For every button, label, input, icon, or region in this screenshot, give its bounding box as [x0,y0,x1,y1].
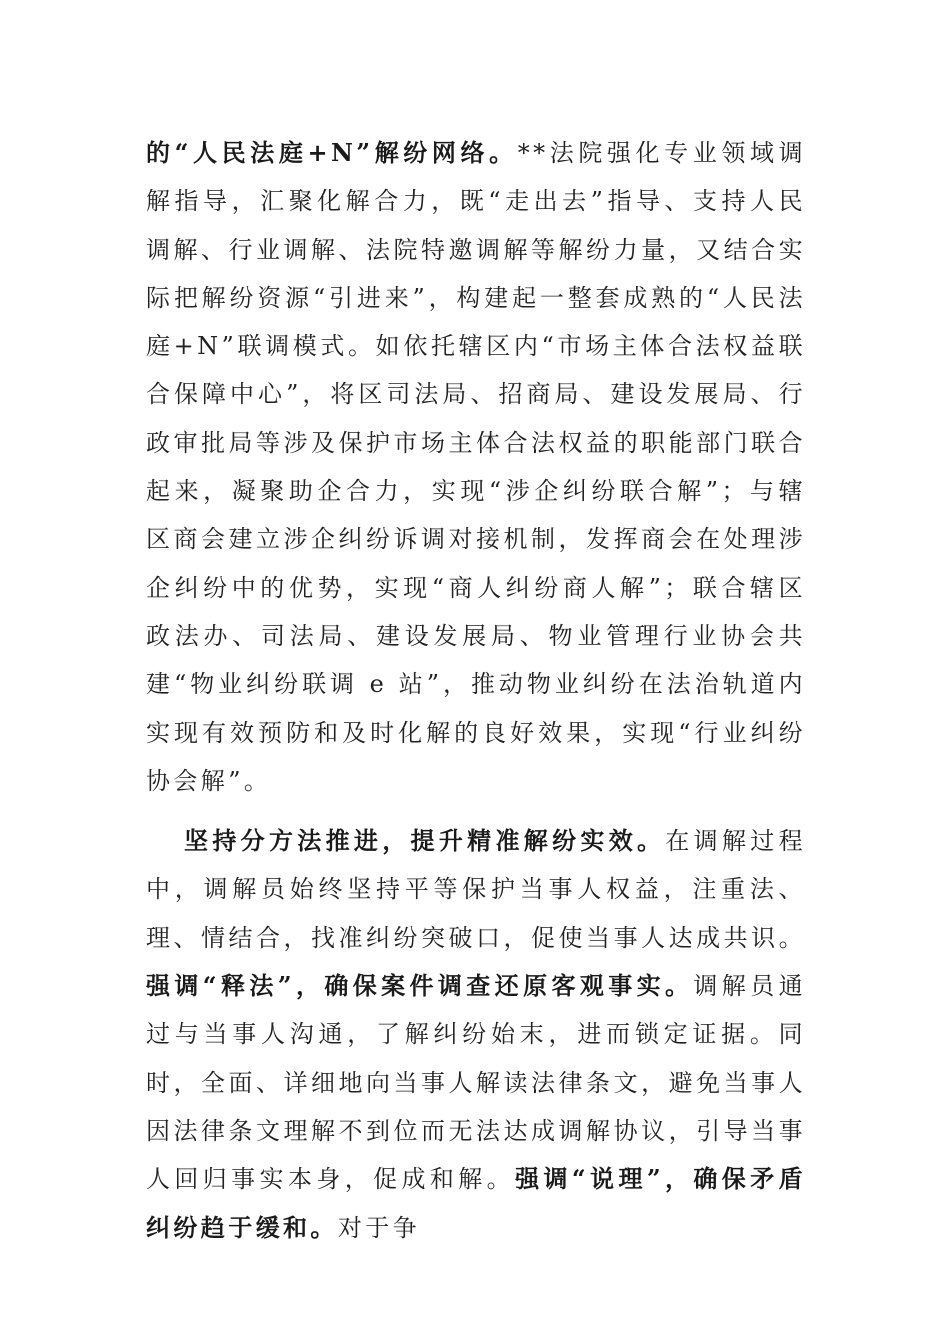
paragraph-people-court-network [146,129,806,805]
document-page [146,129,806,1252]
bold-heading-run: 坚持分方法推进，提升精准解纷实效。 [184,826,666,856]
bold-heading-run: 的“人民法庭+N”解纷网络。 [146,138,518,167]
bold-heading-run: 强调“释法”，确保案件调查还原客观事实。 [146,971,694,1001]
body-text-run: 调解员通过与当事人沟通，了解纠纷始末，进而锁定证据。同时，全面、详细地向当事人解读法律条文，避免当事人因法律条文理解不到位而无法达成调解协议，引导当事人回归事实本身，促成和解。 [146,972,806,1194]
bold-heading-run: 强调“说理”，确保矛盾纠纷趋于缓和。 [146,1164,806,1242]
body-text-run: 在调解过程中，调解员始终坚持平等保护当事人权益，注重法、理、情结合，找准纠纷突破口，促使当事人达成共识。 [146,827,806,952]
body-text-run: 对于争 [337,1213,421,1242]
body-text-run: **法院强化专业领域调解指导，汇聚化解合力，既“走出去”指导、支持人民调解、行业调解、法院特邀调解等解纷力量，又结合实际把解纷资源“引进来”，构建起一整套成熟的“人民法庭+N”联调模式。如依托辖区内“市场主体合法权益联合保障中心”，将区司法局、招商局、建设发展局、行政审批局等涉及保护市场主体合法权益的职能部门联合起来，凝聚助企合力，实现“涉企纠纷联合解”；与辖区商会建立涉企纠纷诉调对接机制，发挥商会在处理涉企纠纷中的优势，实现“商人纠纷商人解”；联合辖区政法办、司法局、建设发展局、物业管理行业协会共建“物业纠纷联调 e 站”，推动物业纠纷在法治轨道内实现有效预防和及时化解的良好效果，实现“行业纠纷协会解”。 [146,139,806,795]
paragraph-precise-resolution [146,817,806,1252]
